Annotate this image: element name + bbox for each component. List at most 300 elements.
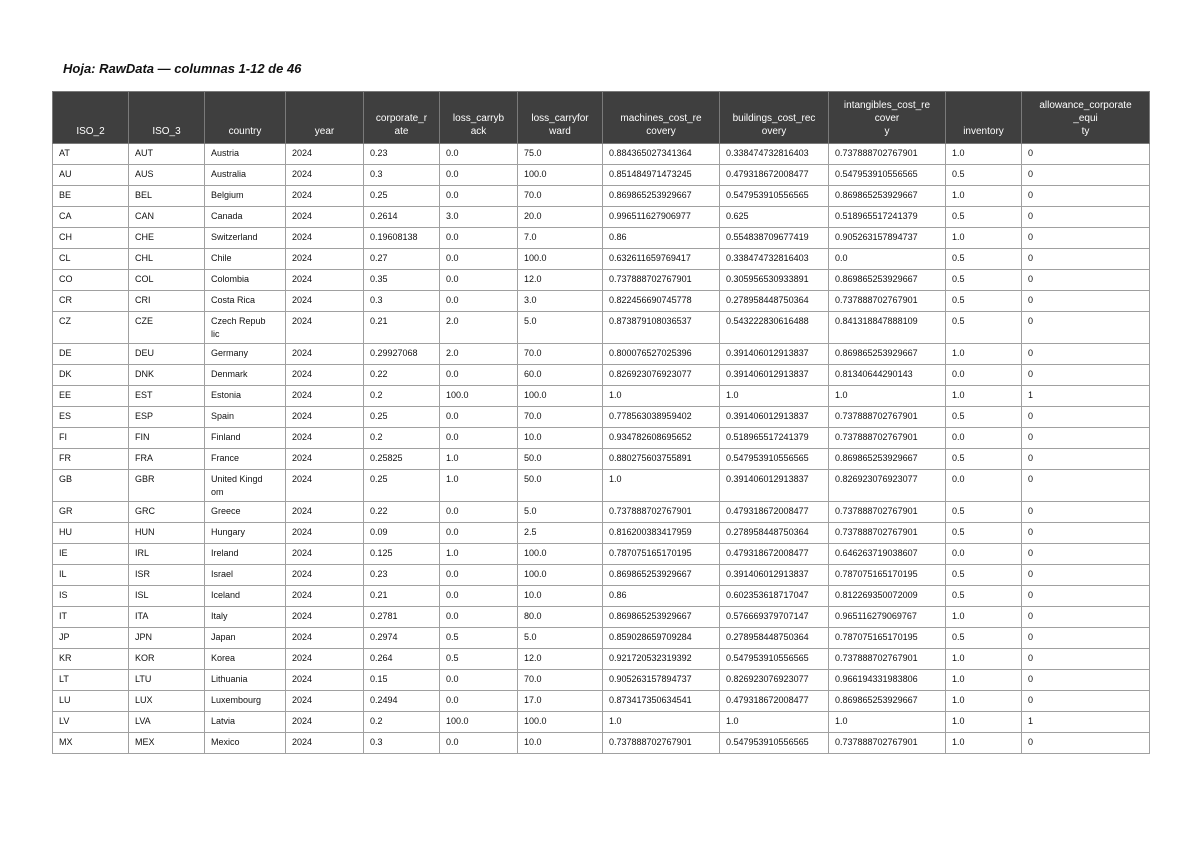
cell-buildings-cost-recovery: 0.547953910556565 xyxy=(720,186,829,207)
cell-corporate-rate: 0.2494 xyxy=(364,691,440,712)
cell-machines-cost-recovery: 0.787075165170195 xyxy=(603,544,720,565)
cell-iso3: ISL xyxy=(129,586,205,607)
cell-loss-carryback: 0.0 xyxy=(440,249,518,270)
cell-country: Japan xyxy=(205,628,286,649)
table-row xyxy=(53,344,1150,365)
cell-buildings-cost-recovery: 0.391406012913837 xyxy=(720,365,829,386)
cell-buildings-cost-recovery: 0.278958448750364 xyxy=(720,628,829,649)
cell-allowance-corporate-equity: 0 xyxy=(1022,249,1150,270)
cell-loss-carryback: 0.0 xyxy=(440,691,518,712)
cell-corporate-rate: 0.2 xyxy=(364,712,440,733)
cell-iso2: DK xyxy=(53,365,129,386)
cell-intangibles-cost-recovery: 0.737888702767901 xyxy=(829,407,946,428)
cell-corporate-rate: 0.23 xyxy=(364,565,440,586)
cell-iso3: AUS xyxy=(129,165,205,186)
cell-corporate-rate: 0.15 xyxy=(364,670,440,691)
column-header-iso3: ISO_3 xyxy=(129,92,205,144)
cell-iso2: JP xyxy=(53,628,129,649)
cell-country: Korea xyxy=(205,649,286,670)
cell-intangibles-cost-recovery: 0.737888702767901 xyxy=(829,428,946,449)
cell-intangibles-cost-recovery: 0.869865253929667 xyxy=(829,270,946,291)
cell-year: 2024 xyxy=(286,523,364,544)
cell-iso2: CR xyxy=(53,291,129,312)
cell-year: 2024 xyxy=(286,712,364,733)
cell-intangibles-cost-recovery: 0.737888702767901 xyxy=(829,291,946,312)
cell-intangibles-cost-recovery: 0.737888702767901 xyxy=(829,523,946,544)
cell-iso3: KOR xyxy=(129,649,205,670)
cell-inventory: 1.0 xyxy=(946,691,1022,712)
cell-iso3: CZE xyxy=(129,312,205,344)
cell-buildings-cost-recovery: 0.576669379707147 xyxy=(720,607,829,628)
cell-iso3: LTU xyxy=(129,670,205,691)
cell-inventory: 0.0 xyxy=(946,470,1022,502)
table-row xyxy=(53,386,1150,407)
cell-corporate-rate: 0.21 xyxy=(364,312,440,344)
cell-intangibles-cost-recovery: 0.81340644290143 xyxy=(829,365,946,386)
cell-intangibles-cost-recovery: 0.518965517241379 xyxy=(829,207,946,228)
cell-allowance-corporate-equity: 0 xyxy=(1022,691,1150,712)
cell-intangibles-cost-recovery: 0.646263719038607 xyxy=(829,544,946,565)
cell-iso2: LT xyxy=(53,670,129,691)
cell-inventory: 0.0 xyxy=(946,428,1022,449)
cell-buildings-cost-recovery: 0.479318672008477 xyxy=(720,691,829,712)
cell-corporate-rate: 0.22 xyxy=(364,365,440,386)
cell-intangibles-cost-recovery: 1.0 xyxy=(829,712,946,733)
cell-country: Finland xyxy=(205,428,286,449)
cell-buildings-cost-recovery: 0.278958448750364 xyxy=(720,291,829,312)
cell-inventory: 1.0 xyxy=(946,386,1022,407)
cell-loss-carryforward: 70.0 xyxy=(518,344,603,365)
cell-loss-carryforward: 10.0 xyxy=(518,428,603,449)
cell-country: Ireland xyxy=(205,544,286,565)
table-row xyxy=(53,144,1150,165)
cell-inventory: 1.0 xyxy=(946,733,1022,754)
cell-iso2: CZ xyxy=(53,312,129,344)
cell-country: Lithuania xyxy=(205,670,286,691)
cell-country: Latvia xyxy=(205,712,286,733)
cell-allowance-corporate-equity: 0 xyxy=(1022,502,1150,523)
cell-iso2: CL xyxy=(53,249,129,270)
cell-machines-cost-recovery: 0.778563038959402 xyxy=(603,407,720,428)
cell-corporate-rate: 0.2 xyxy=(364,428,440,449)
cell-buildings-cost-recovery: 0.278958448750364 xyxy=(720,523,829,544)
cell-iso3: CRI xyxy=(129,291,205,312)
cell-iso2: IE xyxy=(53,544,129,565)
cell-allowance-corporate-equity: 0 xyxy=(1022,670,1150,691)
cell-corporate-rate: 0.2781 xyxy=(364,607,440,628)
cell-corporate-rate: 0.2614 xyxy=(364,207,440,228)
cell-intangibles-cost-recovery: 0.737888702767901 xyxy=(829,144,946,165)
cell-year: 2024 xyxy=(286,565,364,586)
cell-loss-carryback: 1.0 xyxy=(440,544,518,565)
cell-inventory: 0.5 xyxy=(946,249,1022,270)
table-row xyxy=(53,449,1150,470)
cell-iso3: ISR xyxy=(129,565,205,586)
cell-loss-carryforward: 12.0 xyxy=(518,649,603,670)
cell-year: 2024 xyxy=(286,186,364,207)
cell-year: 2024 xyxy=(286,649,364,670)
cell-corporate-rate: 0.25 xyxy=(364,470,440,502)
cell-iso3: FIN xyxy=(129,428,205,449)
cell-iso3: CHE xyxy=(129,228,205,249)
cell-corporate-rate: 0.23 xyxy=(364,144,440,165)
cell-machines-cost-recovery: 1.0 xyxy=(603,470,720,502)
cell-intangibles-cost-recovery: 0.737888702767901 xyxy=(829,502,946,523)
cell-iso3: HUN xyxy=(129,523,205,544)
cell-inventory: 1.0 xyxy=(946,144,1022,165)
cell-iso3: COL xyxy=(129,270,205,291)
cell-year: 2024 xyxy=(286,386,364,407)
cell-year: 2024 xyxy=(286,628,364,649)
cell-corporate-rate: 0.25 xyxy=(364,186,440,207)
cell-inventory: 1.0 xyxy=(946,607,1022,628)
header-row xyxy=(53,92,1150,144)
cell-country: Colombia xyxy=(205,270,286,291)
cell-machines-cost-recovery: 0.822456690745778 xyxy=(603,291,720,312)
table-row xyxy=(53,712,1150,733)
cell-country: Switzerland xyxy=(205,228,286,249)
cell-loss-carryforward: 70.0 xyxy=(518,186,603,207)
cell-inventory: 0.5 xyxy=(946,165,1022,186)
cell-buildings-cost-recovery: 0.547953910556565 xyxy=(720,733,829,754)
cell-machines-cost-recovery: 0.859028659709284 xyxy=(603,628,720,649)
cell-year: 2024 xyxy=(286,502,364,523)
cell-loss-carryforward: 17.0 xyxy=(518,691,603,712)
cell-allowance-corporate-equity: 0 xyxy=(1022,649,1150,670)
cell-loss-carryforward: 12.0 xyxy=(518,270,603,291)
cell-iso3: AUT xyxy=(129,144,205,165)
cell-iso3: DEU xyxy=(129,344,205,365)
cell-allowance-corporate-equity: 0 xyxy=(1022,628,1150,649)
cell-allowance-corporate-equity: 0 xyxy=(1022,407,1150,428)
cell-country: Iceland xyxy=(205,586,286,607)
cell-intangibles-cost-recovery: 0.965116279069767 xyxy=(829,607,946,628)
cell-buildings-cost-recovery: 0.338474732816403 xyxy=(720,144,829,165)
cell-iso2: LU xyxy=(53,691,129,712)
cell-year: 2024 xyxy=(286,470,364,502)
table-row xyxy=(53,186,1150,207)
cell-loss-carryforward: 75.0 xyxy=(518,144,603,165)
cell-loss-carryforward: 10.0 xyxy=(518,733,603,754)
cell-corporate-rate: 0.29927068 xyxy=(364,344,440,365)
cell-loss-carryback: 1.0 xyxy=(440,470,518,502)
cell-corporate-rate: 0.2974 xyxy=(364,628,440,649)
cell-machines-cost-recovery: 0.869865253929667 xyxy=(603,565,720,586)
table-row xyxy=(53,544,1150,565)
cell-loss-carryforward: 5.0 xyxy=(518,502,603,523)
cell-loss-carryback: 0.0 xyxy=(440,670,518,691)
cell-year: 2024 xyxy=(286,670,364,691)
cell-buildings-cost-recovery: 0.391406012913837 xyxy=(720,565,829,586)
cell-country: Belgium xyxy=(205,186,286,207)
cell-machines-cost-recovery: 0.632611659769417 xyxy=(603,249,720,270)
cell-iso2: FI xyxy=(53,428,129,449)
cell-allowance-corporate-equity: 0 xyxy=(1022,270,1150,291)
cell-loss-carryback: 0.0 xyxy=(440,291,518,312)
cell-country: Italy xyxy=(205,607,286,628)
column-header-year: year xyxy=(286,92,364,144)
cell-iso2: CH xyxy=(53,228,129,249)
table-row xyxy=(53,628,1150,649)
cell-machines-cost-recovery: 0.869865253929667 xyxy=(603,607,720,628)
cell-loss-carryback: 0.0 xyxy=(440,144,518,165)
cell-iso2: IT xyxy=(53,607,129,628)
cell-buildings-cost-recovery: 0.479318672008477 xyxy=(720,502,829,523)
cell-loss-carryforward: 50.0 xyxy=(518,449,603,470)
cell-iso3: LVA xyxy=(129,712,205,733)
cell-buildings-cost-recovery: 0.518965517241379 xyxy=(720,428,829,449)
table-row xyxy=(53,165,1150,186)
cell-year: 2024 xyxy=(286,291,364,312)
cell-year: 2024 xyxy=(286,449,364,470)
cell-buildings-cost-recovery: 0.391406012913837 xyxy=(720,407,829,428)
cell-year: 2024 xyxy=(286,165,364,186)
cell-country: United Kingd om xyxy=(205,470,286,502)
cell-loss-carryback: 1.0 xyxy=(440,449,518,470)
cell-buildings-cost-recovery: 0.479318672008477 xyxy=(720,165,829,186)
cell-loss-carryforward: 100.0 xyxy=(518,712,603,733)
cell-intangibles-cost-recovery: 1.0 xyxy=(829,386,946,407)
table-row xyxy=(53,565,1150,586)
cell-intangibles-cost-recovery: 0.966194331983806 xyxy=(829,670,946,691)
cell-machines-cost-recovery: 0.737888702767901 xyxy=(603,733,720,754)
cell-allowance-corporate-equity: 0 xyxy=(1022,365,1150,386)
cell-allowance-corporate-equity: 0 xyxy=(1022,544,1150,565)
cell-iso3: FRA xyxy=(129,449,205,470)
cell-loss-carryback: 2.0 xyxy=(440,312,518,344)
cell-inventory: 0.5 xyxy=(946,312,1022,344)
cell-loss-carryback: 0.5 xyxy=(440,649,518,670)
cell-machines-cost-recovery: 0.737888702767901 xyxy=(603,270,720,291)
cell-corporate-rate: 0.09 xyxy=(364,523,440,544)
cell-machines-cost-recovery: 0.737888702767901 xyxy=(603,502,720,523)
cell-allowance-corporate-equity: 0 xyxy=(1022,607,1150,628)
cell-allowance-corporate-equity: 0 xyxy=(1022,144,1150,165)
cell-loss-carryforward: 70.0 xyxy=(518,407,603,428)
cell-iso2: GR xyxy=(53,502,129,523)
cell-corporate-rate: 0.2 xyxy=(364,386,440,407)
cell-machines-cost-recovery: 0.921720532319392 xyxy=(603,649,720,670)
cell-loss-carryback: 0.0 xyxy=(440,733,518,754)
cell-machines-cost-recovery: 0.884365027341364 xyxy=(603,144,720,165)
cell-machines-cost-recovery: 0.86 xyxy=(603,586,720,607)
cell-intangibles-cost-recovery: 0.905263157894737 xyxy=(829,228,946,249)
cell-country: Costa Rica xyxy=(205,291,286,312)
cell-allowance-corporate-equity: 0 xyxy=(1022,470,1150,502)
cell-machines-cost-recovery: 0.996511627906977 xyxy=(603,207,720,228)
cell-intangibles-cost-recovery: 0.812269350072009 xyxy=(829,586,946,607)
cell-year: 2024 xyxy=(286,407,364,428)
cell-iso2: GB xyxy=(53,470,129,502)
cell-intangibles-cost-recovery: 0.737888702767901 xyxy=(829,733,946,754)
cell-buildings-cost-recovery: 0.479318672008477 xyxy=(720,544,829,565)
cell-loss-carryforward: 100.0 xyxy=(518,544,603,565)
table-row xyxy=(53,502,1150,523)
cell-loss-carryforward: 2.5 xyxy=(518,523,603,544)
cell-inventory: 1.0 xyxy=(946,712,1022,733)
cell-year: 2024 xyxy=(286,344,364,365)
cell-year: 2024 xyxy=(286,365,364,386)
table-row xyxy=(53,586,1150,607)
cell-machines-cost-recovery: 0.873879108036537 xyxy=(603,312,720,344)
cell-year: 2024 xyxy=(286,733,364,754)
cell-buildings-cost-recovery: 0.826923076923077 xyxy=(720,670,829,691)
data-table xyxy=(52,91,1150,754)
cell-loss-carryforward: 70.0 xyxy=(518,670,603,691)
cell-loss-carryforward: 60.0 xyxy=(518,365,603,386)
cell-machines-cost-recovery: 0.86 xyxy=(603,228,720,249)
cell-intangibles-cost-recovery: 0.869865253929667 xyxy=(829,691,946,712)
cell-allowance-corporate-equity: 0 xyxy=(1022,733,1150,754)
cell-year: 2024 xyxy=(286,544,364,565)
cell-allowance-corporate-equity: 0 xyxy=(1022,186,1150,207)
cell-buildings-cost-recovery: 0.625 xyxy=(720,207,829,228)
cell-buildings-cost-recovery: 0.547953910556565 xyxy=(720,449,829,470)
cell-inventory: 0.5 xyxy=(946,586,1022,607)
column-header-allowance-corporate-equity: allowance_corporate _equi ty xyxy=(1022,92,1150,144)
cell-corporate-rate: 0.22 xyxy=(364,502,440,523)
cell-iso2: CO xyxy=(53,270,129,291)
column-header-machines-cost-recovery: machines_cost_re covery xyxy=(603,92,720,144)
cell-allowance-corporate-equity: 0 xyxy=(1022,449,1150,470)
cell-buildings-cost-recovery: 0.338474732816403 xyxy=(720,249,829,270)
cell-intangibles-cost-recovery: 0.547953910556565 xyxy=(829,165,946,186)
cell-loss-carryforward: 10.0 xyxy=(518,586,603,607)
cell-machines-cost-recovery: 0.851484971473245 xyxy=(603,165,720,186)
cell-inventory: 0.5 xyxy=(946,523,1022,544)
cell-buildings-cost-recovery: 0.391406012913837 xyxy=(720,344,829,365)
cell-loss-carryback: 2.0 xyxy=(440,344,518,365)
cell-iso3: EST xyxy=(129,386,205,407)
cell-corporate-rate: 0.35 xyxy=(364,270,440,291)
cell-buildings-cost-recovery: 1.0 xyxy=(720,386,829,407)
cell-iso2: FR xyxy=(53,449,129,470)
table-body xyxy=(53,144,1150,754)
table-row xyxy=(53,607,1150,628)
table-row xyxy=(53,270,1150,291)
cell-allowance-corporate-equity: 0 xyxy=(1022,565,1150,586)
cell-allowance-corporate-equity: 1 xyxy=(1022,712,1150,733)
cell-inventory: 1.0 xyxy=(946,649,1022,670)
table-row xyxy=(53,428,1150,449)
cell-intangibles-cost-recovery: 0.869865253929667 xyxy=(829,186,946,207)
cell-intangibles-cost-recovery: 0.869865253929667 xyxy=(829,344,946,365)
cell-iso2: AT xyxy=(53,144,129,165)
table-row xyxy=(53,249,1150,270)
table-row xyxy=(53,365,1150,386)
cell-corporate-rate: 0.3 xyxy=(364,733,440,754)
cell-allowance-corporate-equity: 0 xyxy=(1022,344,1150,365)
cell-year: 2024 xyxy=(286,607,364,628)
cell-country: Canada xyxy=(205,207,286,228)
cell-iso2: ES xyxy=(53,407,129,428)
table-row xyxy=(53,523,1150,544)
cell-country: Estonia xyxy=(205,386,286,407)
cell-allowance-corporate-equity: 0 xyxy=(1022,207,1150,228)
cell-intangibles-cost-recovery: 0.826923076923077 xyxy=(829,470,946,502)
cell-country: Greece xyxy=(205,502,286,523)
cell-loss-carryback: 0.5 xyxy=(440,628,518,649)
cell-country: France xyxy=(205,449,286,470)
cell-country: Hungary xyxy=(205,523,286,544)
cell-year: 2024 xyxy=(286,312,364,344)
cell-year: 2024 xyxy=(286,228,364,249)
column-header-country: country xyxy=(205,92,286,144)
cell-corporate-rate: 0.25 xyxy=(364,407,440,428)
cell-loss-carryforward: 100.0 xyxy=(518,386,603,407)
cell-machines-cost-recovery: 0.880275603755891 xyxy=(603,449,720,470)
cell-country: Luxembourg xyxy=(205,691,286,712)
table-row xyxy=(53,291,1150,312)
cell-country: Denmark xyxy=(205,365,286,386)
cell-allowance-corporate-equity: 0 xyxy=(1022,291,1150,312)
cell-iso3: GRC xyxy=(129,502,205,523)
cell-buildings-cost-recovery: 0.554838709677419 xyxy=(720,228,829,249)
column-header-buildings-cost-recovery: buildings_cost_rec overy xyxy=(720,92,829,144)
cell-inventory: 0.5 xyxy=(946,628,1022,649)
cell-year: 2024 xyxy=(286,270,364,291)
cell-corporate-rate: 0.27 xyxy=(364,249,440,270)
cell-corporate-rate: 0.21 xyxy=(364,586,440,607)
column-header-iso2: ISO_2 xyxy=(53,92,129,144)
table-header xyxy=(53,92,1150,144)
cell-loss-carryback: 100.0 xyxy=(440,386,518,407)
cell-inventory: 0.5 xyxy=(946,407,1022,428)
cell-inventory: 1.0 xyxy=(946,228,1022,249)
cell-loss-carryback: 0.0 xyxy=(440,607,518,628)
cell-loss-carryback: 0.0 xyxy=(440,270,518,291)
cell-loss-carryforward: 3.0 xyxy=(518,291,603,312)
cell-machines-cost-recovery: 0.816200383417959 xyxy=(603,523,720,544)
cell-iso3: LUX xyxy=(129,691,205,712)
cell-loss-carryback: 0.0 xyxy=(440,186,518,207)
cell-corporate-rate: 0.25825 xyxy=(364,449,440,470)
cell-loss-carryforward: 100.0 xyxy=(518,565,603,586)
cell-loss-carryforward: 20.0 xyxy=(518,207,603,228)
cell-loss-carryback: 0.0 xyxy=(440,428,518,449)
cell-iso3: DNK xyxy=(129,365,205,386)
table-row xyxy=(53,733,1150,754)
cell-iso3: ITA xyxy=(129,607,205,628)
cell-buildings-cost-recovery: 0.391406012913837 xyxy=(720,470,829,502)
cell-loss-carryback: 0.0 xyxy=(440,365,518,386)
table-row xyxy=(53,691,1150,712)
cell-buildings-cost-recovery: 0.543222830616488 xyxy=(720,312,829,344)
cell-loss-carryback: 3.0 xyxy=(440,207,518,228)
cell-loss-carryback: 0.0 xyxy=(440,407,518,428)
cell-loss-carryforward: 100.0 xyxy=(518,165,603,186)
cell-allowance-corporate-equity: 0 xyxy=(1022,428,1150,449)
cell-year: 2024 xyxy=(286,586,364,607)
cell-iso2: LV xyxy=(53,712,129,733)
cell-allowance-corporate-equity: 0 xyxy=(1022,523,1150,544)
cell-country: Chile xyxy=(205,249,286,270)
cell-loss-carryforward: 80.0 xyxy=(518,607,603,628)
table-row xyxy=(53,312,1150,344)
cell-inventory: 0.5 xyxy=(946,270,1022,291)
cell-year: 2024 xyxy=(286,249,364,270)
cell-machines-cost-recovery: 0.800076527025396 xyxy=(603,344,720,365)
cell-buildings-cost-recovery: 0.602353618717047 xyxy=(720,586,829,607)
cell-country: Austria xyxy=(205,144,286,165)
cell-buildings-cost-recovery: 0.547953910556565 xyxy=(720,649,829,670)
cell-iso3: JPN xyxy=(129,628,205,649)
cell-corporate-rate: 0.125 xyxy=(364,544,440,565)
cell-loss-carryforward: 5.0 xyxy=(518,628,603,649)
cell-loss-carryforward: 50.0 xyxy=(518,470,603,502)
cell-corporate-rate: 0.19608138 xyxy=(364,228,440,249)
cell-loss-carryback: 0.0 xyxy=(440,502,518,523)
